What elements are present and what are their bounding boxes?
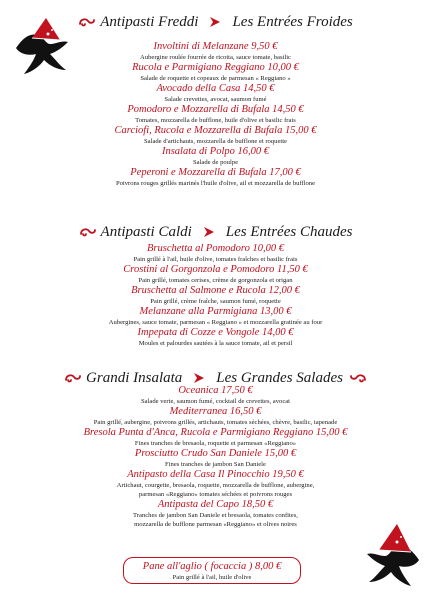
menu-item-description: Salade crevettes, avocat, saumon fumé <box>164 96 267 103</box>
arrow-icon <box>209 16 221 28</box>
menu-item-description-line2: mozzarella de bufflone parmesan «Reggiano» et olives noires <box>134 521 297 528</box>
pinocchio-hat-bird-icon <box>349 520 425 594</box>
bread-item-box <box>123 557 301 584</box>
menu-item-description: Fines tranches de jambon San Daniele <box>165 461 266 468</box>
menu-item-name: Bruschetta al Pomodoro 10,00 € <box>147 243 284 254</box>
section-header-antipasti-caldi <box>0 222 431 242</box>
menu-item-name: Rucola e Parmigiano Reggiano 10,00 € <box>132 62 299 73</box>
menu-item-name: Carciofi, Rucola e Mozzarella di Bufala 15,00 € <box>114 125 317 136</box>
menu-item <box>40 167 391 188</box>
menu-item-description: Pain grillé à l'ail, huile d'olive <box>172 574 252 581</box>
menu-item-description: Pain grillé, aubergine, poivrons grillés, artichauts, tomates séchées, chèvre, basilic, tapenade <box>93 419 338 426</box>
menu-item <box>40 146 391 167</box>
menu-item-name: Insalata di Polpo 16,00 € <box>161 146 270 157</box>
menu-item <box>40 327 391 348</box>
menu-item <box>40 62 391 83</box>
menu-item-name: Melanzane alla Parmigiana 13,00 € <box>139 306 292 317</box>
scroll-icon <box>78 16 96 28</box>
menu-item <box>40 264 391 285</box>
menu-item-name: Mediterranea 16,50 € <box>169 406 262 417</box>
menu-item-name: Peperoni e Mozzarella di Bufala 17,00 € <box>130 167 301 178</box>
section-title-french: Les Grandes Salades <box>216 369 343 386</box>
menu-item <box>40 427 391 448</box>
menu-item <box>40 83 391 104</box>
menu-item-description: Aubergines, sauce tomate, parmesan « Reggiano » et mozzarella gratinée au four <box>108 319 323 326</box>
menu-item-name: Oceanica 17,50 € <box>178 385 253 396</box>
arrow-icon <box>193 372 205 384</box>
menu-item <box>40 469 391 499</box>
menu-item-name: Crostini al Gorgonzola e Pomodoro 11,50 € <box>123 264 308 275</box>
section-title-french: Les Entrées Chaudes <box>225 223 353 240</box>
menu-item-description-line2: parmesan «Reggiano» tomates séchées et poivrons rouges <box>138 491 293 498</box>
menu-item-description: Pain grillé, crème fraîche, saumon fumé, roquette <box>150 298 281 305</box>
menu-item-name: Pomodoro e Mozzarella di Bufala 14,50 € <box>127 104 304 115</box>
section-items-grandi-insalata <box>40 385 391 529</box>
menu-item-description: Artichaut, courgette, bresaola, roquette, mozzarella de bufflone, aubergine, <box>116 482 315 489</box>
menu-item-name: Prosciutto Crudo San Daniele 15,00 € <box>134 448 297 459</box>
menu-item <box>40 285 391 306</box>
arrow-icon <box>203 226 215 238</box>
section-title-italian: Antipasti Caldi <box>100 223 192 240</box>
menu-item <box>40 41 391 62</box>
section-header-antipasti-freddi <box>0 12 431 32</box>
menu-item <box>40 306 391 327</box>
menu-item <box>40 448 391 469</box>
menu-item-description: Salade de poulpe <box>192 159 239 166</box>
menu-item-name: Impepata di Cozze e Vongole 14,00 € <box>137 327 294 338</box>
menu-item <box>40 406 391 427</box>
menu-item-name: Antipasta del Capo 18,50 € <box>157 499 274 510</box>
menu-item-description: Poivrons rouges grillés marinés l'huile d'olive, ail et mozzarella de bufflone <box>115 180 316 187</box>
scroll-icon <box>79 226 97 238</box>
menu-item-name: Pane all'aglio ( focaccia ) 8,00 € <box>142 561 282 572</box>
menu-item-description: Pain grillé, tomates cerises, crème de gorgonzola et origan <box>138 277 293 284</box>
menu-item-name: Involtini di Melanzane 9,50 € <box>153 41 278 52</box>
menu-item-description: Moules et palourdes sautées à la sauce tomate, ail et persil <box>138 340 293 347</box>
section-title-italian: Grandi Insalata <box>86 369 183 386</box>
menu-item-description: Tomates, mozzarella de bufflone, huile d'olive et basilic frais <box>135 117 296 124</box>
menu-item-name: Avocado della Casa 14,50 € <box>156 83 275 94</box>
section-items-antipasti-freddi <box>40 41 391 188</box>
menu-item-description: Salade de roquette et copeaux de parmesan « Reggiano » <box>140 75 291 82</box>
menu-item <box>40 385 391 406</box>
menu-item <box>40 125 391 146</box>
menu-item <box>40 243 391 264</box>
scroll-icon <box>349 372 367 384</box>
menu-item-description: Salade d'artichauts, mozzarella de bufflone et roquette <box>144 138 287 145</box>
menu-item-description: Pain grillé à l'ail, huile d'olive, tomates fraîches et basilic frais <box>133 256 298 263</box>
scroll-icon <box>64 372 82 384</box>
menu-item <box>40 499 391 529</box>
menu-item-description: Tranches de jambon San Daniele et bresaola, tomates confites, <box>133 512 298 519</box>
section-title-italian: Antipasti Freddi <box>100 13 199 30</box>
section-title-french: Les Entrées Froides <box>232 13 353 30</box>
menu-item-description: Salade verte, saumon fumé, cocktail de crevettes, avocat <box>140 398 291 405</box>
menu-item-name: Bruschetta al Salmone e Rucola 12,00 € <box>131 285 300 296</box>
menu-item-description: Fines tranches de bresaola, roquette et parmesan «Reggiano» <box>134 440 297 447</box>
menu-item-name: Antipasto della Casa Il Pinocchio 19,50 € <box>127 469 304 480</box>
menu-item <box>40 104 391 125</box>
menu-item-description: Aubergine roulée fourrée de ricotta, sauce tomate, basilic <box>140 54 291 61</box>
menu-item-name: Bresola Punta d'Anca, Rucola e Parmigiano Reggiano 15,00 € <box>83 427 348 438</box>
section-items-antipasti-caldi <box>40 243 391 348</box>
